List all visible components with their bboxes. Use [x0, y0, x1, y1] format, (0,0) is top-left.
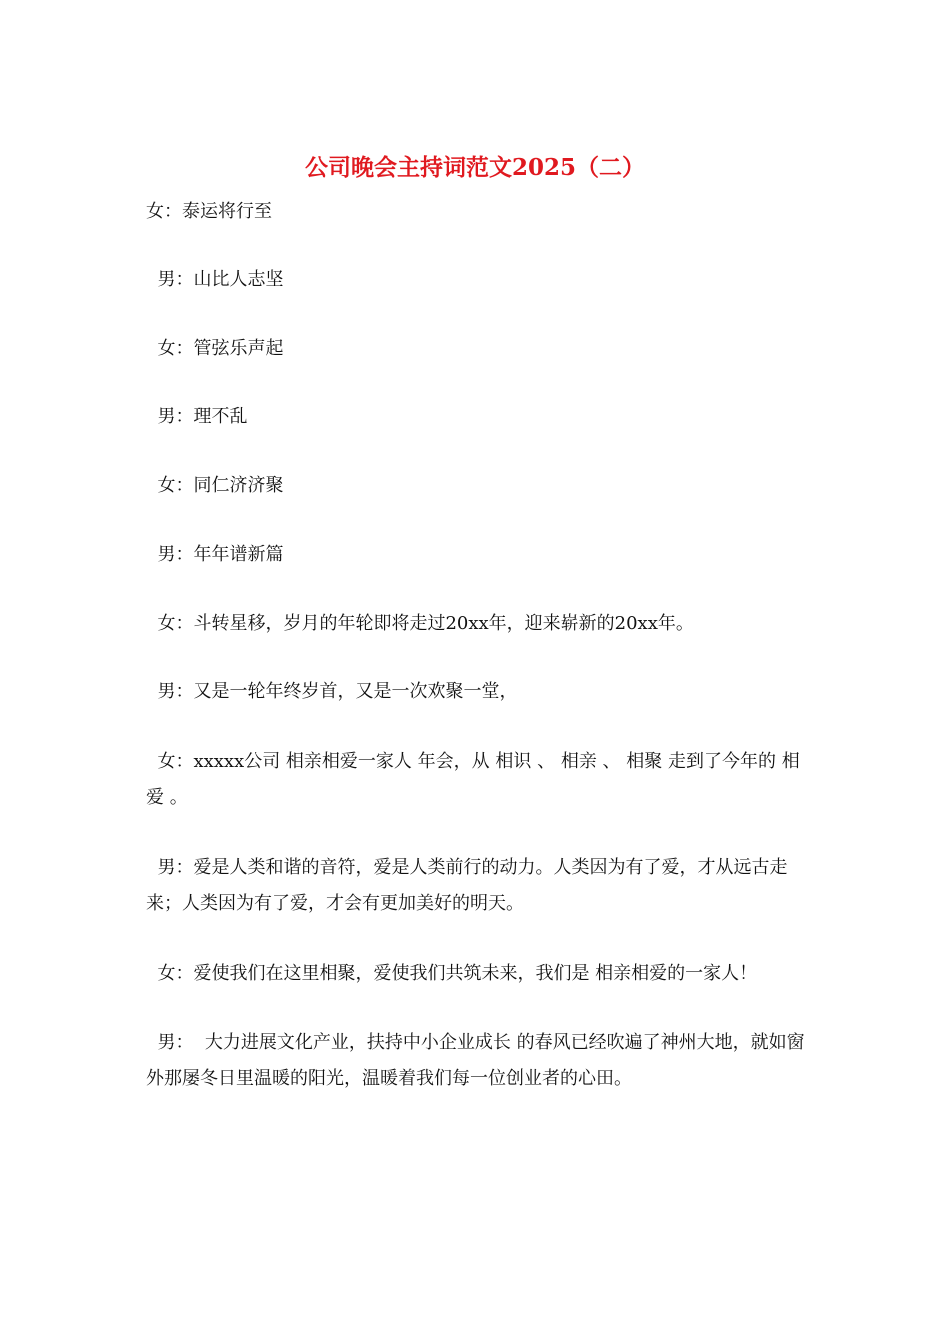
paragraph-12: 男： 大力进展文化产业，扶持中小企业成长 的春风已经吹遍了神州大地，就如窗外那屡冬日里温暖的阳光，温暖着我们每一位创业者的心田。: [146, 1032, 805, 1089]
paragraph-1: 女：泰运将行至: [146, 201, 272, 222]
paragraph-8: 男：又是一轮年终岁首，又是一次欢聚一堂，: [146, 681, 518, 702]
paragraph-5: 女：同仁济济聚: [146, 475, 284, 496]
paragraph-9: 女：xxxxx公司 相亲相爱一家人 年会，从 相识 、 相亲 、 相聚 走到了今年的 相爱 。: [146, 751, 800, 808]
paragraph-2: 男：山比人志坚: [146, 269, 284, 290]
paragraph-7: 女：斗转星移，岁月的年轮即将走过20xx年，迎来崭新的20xx年。: [146, 613, 694, 634]
paragraph-6: 男：年年谱新篇: [146, 544, 284, 565]
paragraph-3: 女：管弦乐声起: [146, 338, 284, 359]
paragraph-10: 男：爱是人类和谐的音符，爱是人类前行的动力。人类因为有了爱，才从远古走来；人类因为有了爱，才会有更加美好的明天。: [146, 857, 788, 914]
paragraph-4: 男：理不乱: [146, 406, 248, 427]
paragraph-11: 女：爱使我们在这里相聚，爱使我们共筑未来，我们是 相亲相爱的一家人！: [146, 963, 758, 984]
document-title: 公司晚会主持词范文2025（二）: [304, 154, 645, 181]
